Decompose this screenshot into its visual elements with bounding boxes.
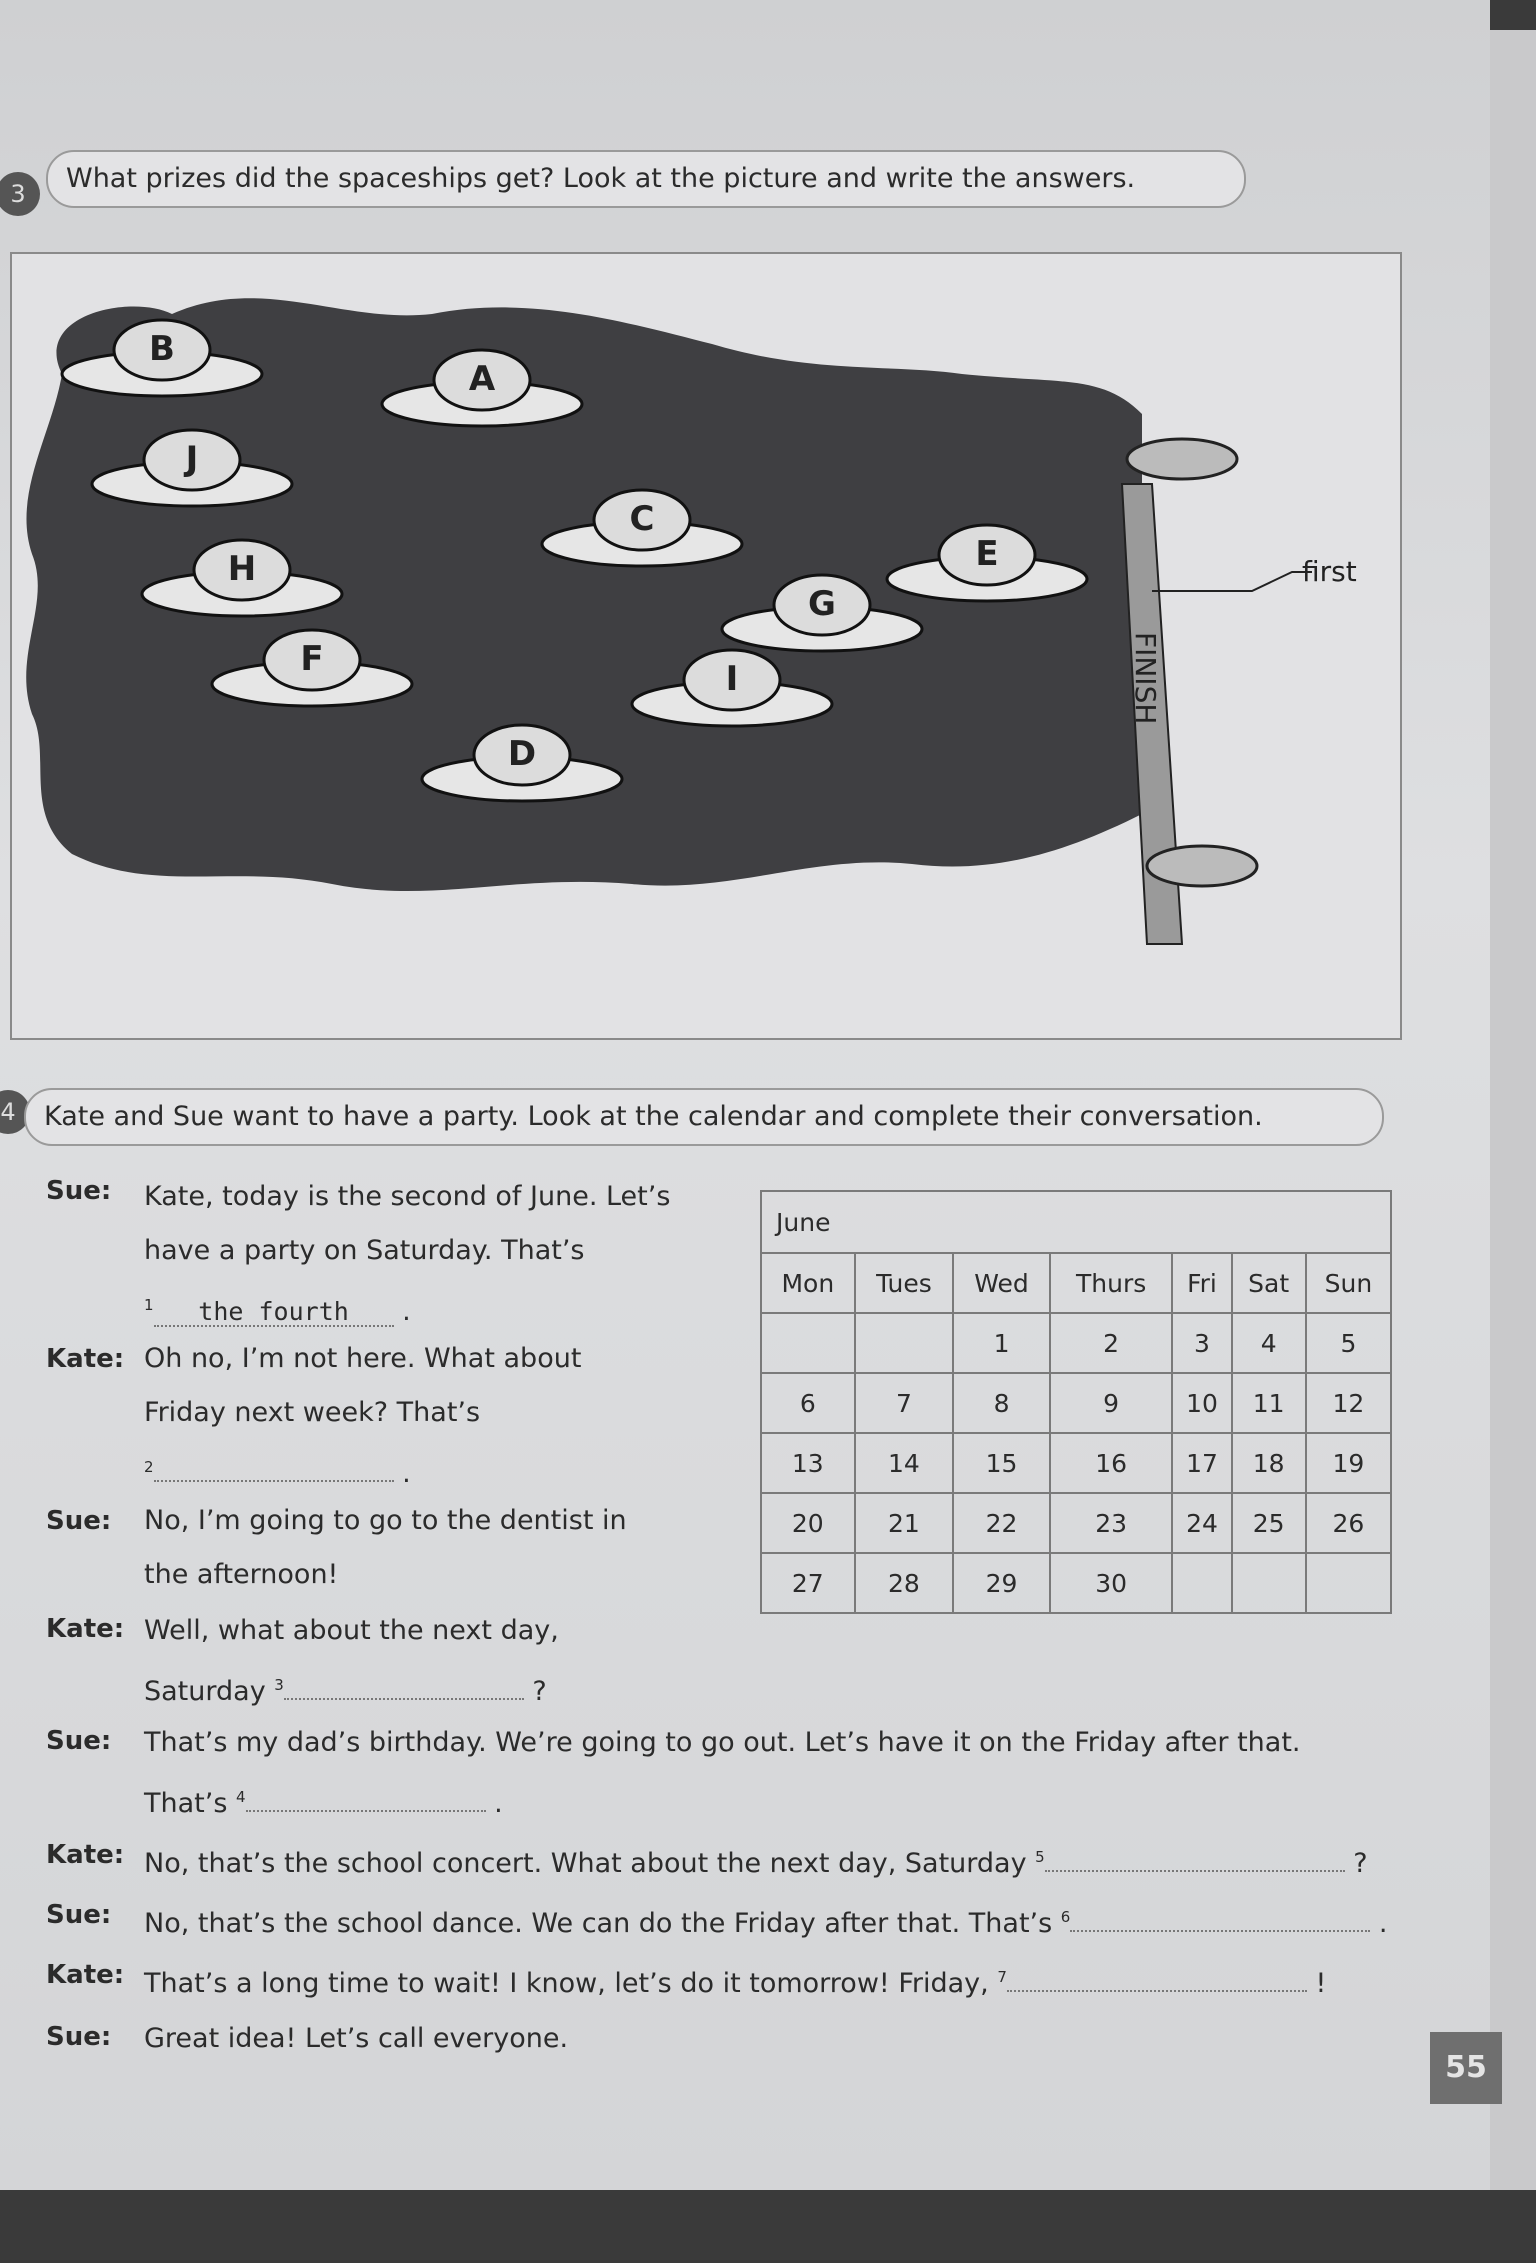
- calendar-date-cell: 23: [1050, 1493, 1173, 1553]
- answer-blank-7[interactable]: [1007, 1990, 1307, 1992]
- calendar-date-cell: [761, 1313, 855, 1373]
- line-kate-3: No, that’s the school concert. What about the next day, Saturday $^5$ ?: [144, 1848, 1368, 1879]
- calendar-date-cell: [1172, 1553, 1231, 1613]
- calendar-day-header: Fri: [1172, 1253, 1231, 1313]
- calendar-date-cell: 5: [1306, 1313, 1391, 1373]
- calendar-date-cell: 26: [1306, 1493, 1391, 1553]
- answer-blank-6[interactable]: [1070, 1930, 1370, 1932]
- calendar-date-cell: 9: [1050, 1373, 1173, 1433]
- first-pointer-line: [1152, 572, 1312, 591]
- speaker-sue-3: Sue:: [46, 1726, 112, 1756]
- spaceship-letter: G: [808, 584, 836, 624]
- exercise-4-instruction: Kate and Sue want to have a party. Look at the calendar and complete their conversation.: [24, 1088, 1384, 1146]
- calendar-date-cell: 28: [855, 1553, 954, 1613]
- calendar-date-cell: 1: [953, 1313, 1050, 1373]
- calendar-date-cell: 27: [761, 1553, 855, 1613]
- calendar-date-cell: 22: [953, 1493, 1050, 1553]
- calendar-date-cell: 14: [855, 1433, 954, 1493]
- calendar-day-header: Sun: [1306, 1253, 1391, 1313]
- calendar-date-cell: 16: [1050, 1433, 1173, 1493]
- calendar-week-row: [761, 1373, 1391, 1433]
- line-kate-2: Well, what about the next day, Saturday $^3$ ?: [144, 1615, 559, 1707]
- spaceship-race-picture: [10, 252, 1402, 1040]
- answer-blank-5[interactable]: [1045, 1870, 1345, 1872]
- calendar-date-cell: [1232, 1553, 1306, 1613]
- calendar-date-cell: 8: [953, 1373, 1050, 1433]
- calendar-date-cell: 6: [761, 1373, 855, 1433]
- calendar-date-cell: 4: [1232, 1313, 1306, 1373]
- speaker-sue-1: Sue:: [46, 1176, 112, 1206]
- calendar-date-cell: 20: [761, 1493, 855, 1553]
- calendar-date-cell: 18: [1232, 1433, 1306, 1493]
- calendar-date-cell: 3: [1172, 1313, 1231, 1373]
- calendar-date-cell: 21: [855, 1493, 954, 1553]
- speaker-sue-2: Sue:: [46, 1506, 112, 1536]
- calendar-day-header: Wed: [953, 1253, 1050, 1313]
- spaceship-letter: A: [468, 359, 496, 399]
- speaker-kate-2: Kate:: [46, 1614, 125, 1644]
- calendar-month: June: [761, 1191, 1391, 1253]
- calendar-date-cell: 24: [1172, 1493, 1231, 1553]
- spaceship-letter: J: [185, 439, 199, 479]
- calendar-day-header: Thurs: [1050, 1253, 1173, 1313]
- speaker-sue-4: Sue:: [46, 1900, 112, 1930]
- exercise-3-number: 3: [0, 172, 40, 216]
- finish-banner-label: FINISH: [1129, 632, 1162, 725]
- spaceship-letter: D: [507, 734, 537, 774]
- speaker-kate-4: Kate:: [46, 1960, 125, 1990]
- calendar-date-cell: 15: [953, 1433, 1050, 1493]
- line-sue-1: Kate, today is the second of June. Let’s have a party on Saturday. That’s $^1$ the fourth .: [144, 1181, 671, 1327]
- calendar-day-header: Mon: [761, 1253, 855, 1313]
- june-calendar: [760, 1190, 1392, 1614]
- space-station-bottom: [1147, 846, 1257, 886]
- spaceship-letter: E: [975, 534, 999, 574]
- calendar-date-cell: 7: [855, 1373, 954, 1433]
- spaceship-letter: B: [149, 329, 175, 369]
- spaceship-letter: F: [300, 639, 324, 679]
- line-sue-2: No, I’m going to go to the dentist in the afternoon!: [144, 1505, 627, 1590]
- calendar-week-row: [761, 1493, 1391, 1553]
- calendar-date-cell: 19: [1306, 1433, 1391, 1493]
- calendar-date-cell: 17: [1172, 1433, 1231, 1493]
- line-kate-4: That’s a long time to wait! I know, let’s do it tomorrow! Friday, $^7$ !: [144, 1968, 1327, 1999]
- calendar-date-cell: 30: [1050, 1553, 1173, 1613]
- space-station-top: [1127, 439, 1237, 479]
- calendar-week-row: [761, 1433, 1391, 1493]
- answer-blank-3[interactable]: [284, 1698, 524, 1700]
- spaceship-letter: I: [725, 659, 739, 699]
- calendar-date-cell: 13: [761, 1433, 855, 1493]
- answer-blank-1[interactable]: the fourth: [154, 1299, 394, 1327]
- exercise-3-instruction: What prizes did the spaceships get? Look at the picture and write the answers.: [46, 150, 1246, 208]
- line-sue-4: No, that’s the school dance. We can do the Friday after that. That’s $^6$ .: [144, 1908, 1388, 1939]
- calendar-week-row: [761, 1313, 1391, 1373]
- first-label: first: [1302, 555, 1357, 588]
- line-kate-1: Oh no, I’m not here. What about Friday next week? That’s $^2$ .: [144, 1343, 582, 1489]
- page-number: 55: [1430, 2032, 1502, 2104]
- calendar-day-header: Sat: [1232, 1253, 1306, 1313]
- calendar-date-cell: 29: [953, 1553, 1050, 1613]
- calendar-day-header: Tues: [855, 1253, 954, 1313]
- calendar-date-cell: 25: [1232, 1493, 1306, 1553]
- calendar-date-cell: 11: [1232, 1373, 1306, 1433]
- page-edge: [1490, 30, 1536, 2190]
- calendar-date-cell: 10: [1172, 1373, 1231, 1433]
- race-illustration: [12, 254, 1400, 1038]
- spaceship-letter: H: [227, 549, 257, 589]
- calendar-week-row: [761, 1553, 1391, 1613]
- calendar-date-cell: 12: [1306, 1373, 1391, 1433]
- speaker-kate-3: Kate:: [46, 1840, 125, 1870]
- calendar-date-cell: [1306, 1553, 1391, 1613]
- answer-blank-2[interactable]: [154, 1480, 394, 1482]
- answer-blank-4[interactable]: [246, 1810, 486, 1812]
- speaker-kate-1: Kate:: [46, 1344, 125, 1374]
- line-sue-5: Great idea! Let’s call everyone.: [144, 2023, 569, 2054]
- calendar-date-cell: 2: [1050, 1313, 1173, 1373]
- speaker-sue-5: Sue:: [46, 2022, 112, 2052]
- exercise-4-number: 4: [0, 1090, 30, 1134]
- line-sue-3: That’s my dad’s birthday. We’re going to go out. Let’s have it on the Friday after that. That’s $^4$ .: [144, 1727, 1301, 1819]
- calendar-date-cell: [855, 1313, 954, 1373]
- spaceship-letter: C: [629, 499, 655, 539]
